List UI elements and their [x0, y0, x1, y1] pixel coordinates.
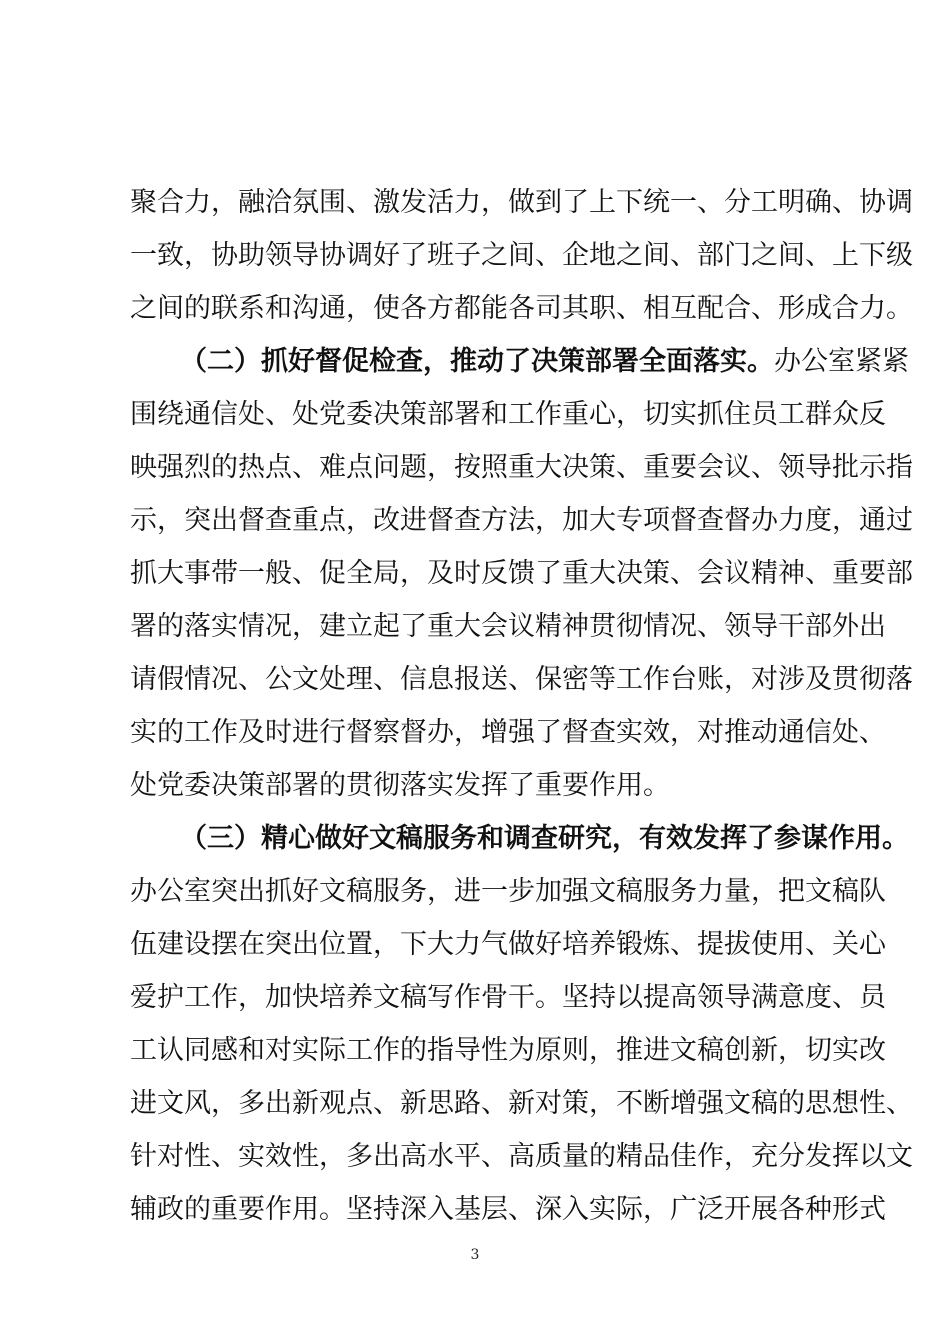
body-text-line: 一致，协助领导协调好了班子之间、企地之间、部门之间、上下级	[130, 240, 913, 271]
body-text-line: 伍建设摆在突出位置，下大力气做好培养锻炼、提拔使用、关心	[130, 929, 886, 960]
body-text-line: 处党委决策部署的贯彻落实发挥了重要作用。	[130, 770, 670, 801]
body-text-line: 进文风，多出新观点、新思路、新对策，不断增强文稿的思想性、	[130, 1088, 913, 1119]
section-heading-two: （二）抓好督促检查，推动了决策部署全面落实。	[180, 346, 774, 377]
body-text-line: 映强烈的热点、难点问题，按照重大决策、重要会议、领导批示指	[130, 452, 913, 483]
body-text-line: 围绕通信处、处党委决策部署和工作重心，切实抓住员工群众反	[130, 399, 886, 430]
body-text-line: 示，突出督查重点，改进督查方法，加大专项督查督办力度，通过	[130, 505, 913, 536]
body-text-line: 办公室突出抓好文稿服务，进一步加强文稿服务力量，把文稿队	[130, 876, 886, 907]
body-text-line: 请假情况、公文处理、信息报送、保密等工作台账，对涉及贯彻落	[130, 664, 913, 695]
body-text-line: 辅政的重要作用。坚持深入基层、深入实际，广泛开展各种形式	[130, 1194, 886, 1225]
body-text-line: 署的落实情况，建立起了重大会议精神贯彻情况、领导干部外出	[130, 611, 886, 642]
body-text-line: 爱护工作，加快培养文稿写作骨干。坚持以提高领导满意度、员	[130, 982, 886, 1013]
page-number: 3	[470, 1247, 480, 1263]
body-text-line: 聚合力，融洽氛围、激发活力，做到了上下统一、分工明确、协调	[130, 187, 913, 218]
body-text-line: 之间的联系和沟通，使各方都能各司其职、相互配合、形成合力。	[130, 293, 913, 324]
body-text-line: 针对性、实效性，多出高水平、高质量的精品佳作，充分发挥以文	[130, 1141, 913, 1172]
body-text-line: 抓大事带一般、促全局，及时反馈了重大决策、会议精神、重要部	[130, 558, 913, 589]
body-text-line: 实的工作及时进行督察督办，增强了督查实效，对推动通信处、	[130, 717, 886, 748]
body-text-inline: 办公室紧紧	[774, 346, 909, 377]
section-heading-three: （三）精心做好文稿服务和调查研究，有效发挥了参谋作用。	[180, 823, 909, 854]
body-text-line: 工认同感和对实际工作的指导性为原则，推进文稿创新，切实改	[130, 1035, 886, 1066]
section-heading-line	[180, 342, 909, 382]
